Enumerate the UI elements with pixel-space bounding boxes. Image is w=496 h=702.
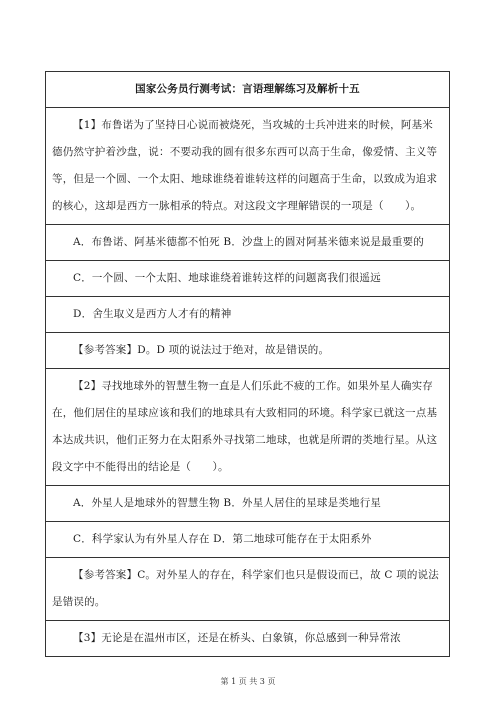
title-row — [46, 72, 450, 108]
exercise-table — [45, 71, 450, 657]
table-row — [46, 369, 450, 486]
question-1-options-ab: A．布鲁诺、阿基米德都不怕死 B．沙盘上的圆对阿基米德来说是最重要的 — [46, 225, 450, 261]
table-row — [46, 225, 450, 261]
table-row — [46, 486, 450, 522]
document-title: 国家公务员行测考试：言语理解练习及解析十五 — [46, 72, 450, 108]
table-row — [46, 522, 450, 558]
table-row — [46, 333, 450, 369]
question-1-answer: 【参考答案】D。D 项的说法过于绝对，故是错误的。 — [46, 333, 450, 369]
question-3-text: 【3】无论是在温州市区，还是在桥头、白象镇，你总感到一种异常浓 — [46, 621, 450, 657]
question-1-text: 【1】布鲁诺为了坚持日心说而被烧死，当攻城的士兵冲进来的时候，阿基米德仍然守护着沙盘，说：不要动我的圆有很多东西可以高于生命，像爱情、主义等等，但是一个圆、一个太阳、地球谁绕着谁转这样的问题高于生命，以致成为追求的核心，这却是西方一脉相承的特点。对这段文字理解错误的一项是（ ）。 — [46, 108, 450, 225]
table-row — [46, 297, 450, 333]
table-row — [46, 108, 450, 225]
question-1-option-d: D．舍生取义是西方人才有的精神 — [46, 297, 450, 333]
page-footer: 第 1 页 共 3 页 — [220, 677, 276, 686]
table-row — [46, 261, 450, 297]
table-row — [46, 558, 450, 621]
question-2-answer: 【参考答案】C。对外星人的存在，科学家们也只是假设而已，故 C 项的说法是错误的。 — [46, 558, 450, 621]
question-2-text: 【2】寻找地球外的智慧生物一直是人们乐此不疲的工作。如果外星人确实存在，他们居住的星球应该和我们的地球具有大致相同的环境。科学家已就这一点基本达成共识，他们正努力在太阳系外寻找第二地球，也就是所谓的类地行星。从这段文字中不能得出的结论是（ ）。 — [46, 369, 450, 486]
question-1-option-c: C．一个圆、一个太阳、地球谁绕着谁转这样的问题离我们很遥远 — [46, 261, 450, 297]
question-2-options-ab: A．外星人是地球外的智慧生物 B．外星人居住的星球是类地行星 — [46, 486, 450, 522]
question-2-options-cd: C．科学家认为有外星人存在 D．第二地球可能存在于太阳系外 — [46, 522, 450, 558]
table-row — [46, 621, 450, 657]
